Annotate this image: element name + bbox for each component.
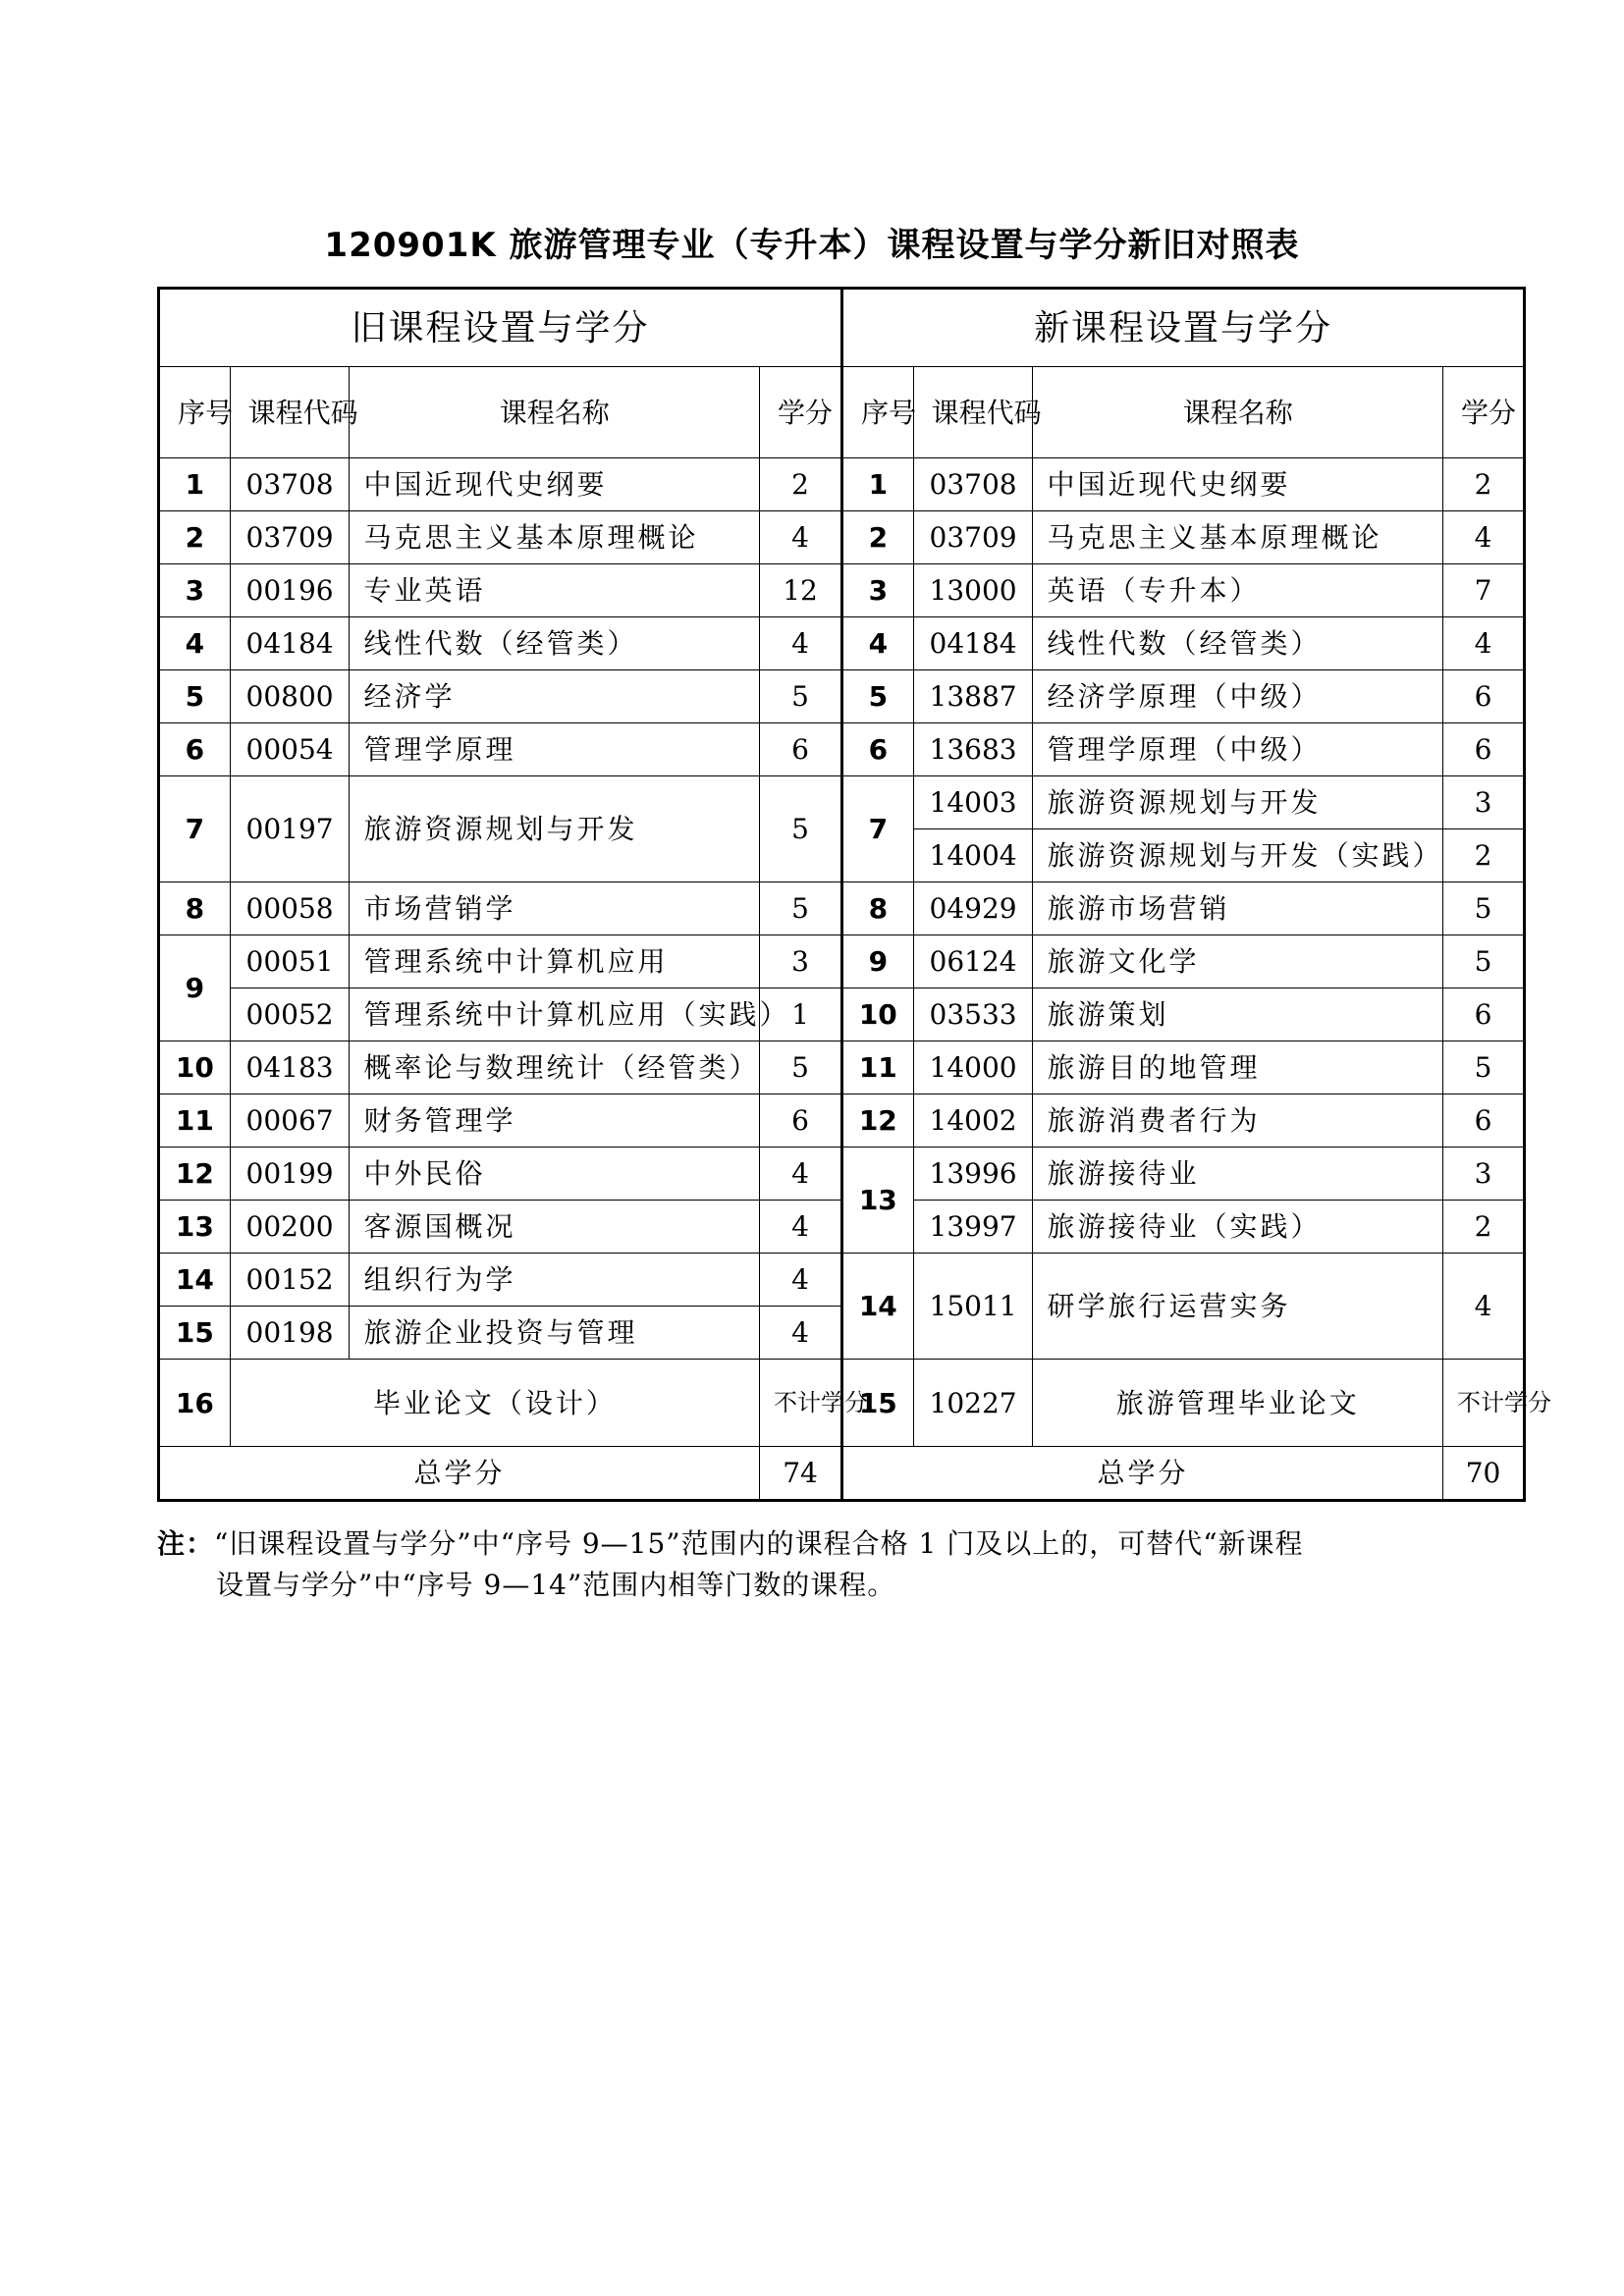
table-row [159, 289, 1525, 367]
new-name: 旅游策划 [1033, 988, 1443, 1041]
old-code: 04184 [230, 617, 350, 670]
old-no: 10 [159, 1041, 231, 1095]
new-no: 4 [841, 617, 913, 670]
old-credit: 3 [760, 935, 842, 988]
new-code: 03533 [913, 988, 1033, 1041]
new-no: 11 [841, 1041, 913, 1095]
new-code: 14003 [913, 776, 1033, 829]
old-code: 03709 [230, 511, 350, 564]
new-no: 5 [841, 670, 913, 723]
table-row [159, 617, 1525, 670]
new-no: 3 [841, 564, 913, 617]
table-row [159, 988, 1525, 1041]
new-credit: 5 [1443, 1041, 1525, 1095]
new-no: 1 [841, 458, 913, 511]
old-name: 线性代数（经管类） [350, 617, 760, 670]
new-no: 9 [841, 935, 913, 988]
old-credit: 4 [760, 1148, 842, 1201]
old-no: 8 [159, 882, 231, 935]
old-name: 毕业论文（设计） [230, 1360, 759, 1447]
old-header-name: 课程名称 [350, 367, 760, 458]
table-row [159, 1095, 1525, 1148]
old-code: 00152 [230, 1254, 350, 1307]
old-no: 2 [159, 511, 231, 564]
note-label: 注： [157, 1527, 215, 1560]
new-name: 英语（专升本） [1033, 564, 1443, 617]
new-code: 06124 [913, 935, 1033, 988]
new-section-header: 新课程设置与学分 [841, 289, 1524, 367]
new-name: 旅游目的地管理 [1033, 1041, 1443, 1095]
old-no: 4 [159, 617, 231, 670]
old-code: 00198 [230, 1307, 350, 1360]
new-total-label: 总学分 [841, 1447, 1442, 1501]
new-name: 旅游接待业（实践） [1033, 1201, 1443, 1254]
old-name: 旅游资源规划与开发 [350, 776, 760, 882]
old-credit: 4 [760, 1201, 842, 1254]
old-no: 5 [159, 670, 231, 723]
old-credit: 4 [760, 1307, 842, 1360]
new-credit: 3 [1443, 776, 1525, 829]
old-code: 03708 [230, 458, 350, 511]
new-credit: 不计学分 [1443, 1360, 1525, 1447]
new-name: 旅游消费者行为 [1033, 1095, 1443, 1148]
new-no: 8 [841, 882, 913, 935]
old-credit: 4 [760, 511, 842, 564]
new-credit: 2 [1443, 1201, 1525, 1254]
table-row [159, 1201, 1525, 1254]
old-credit: 6 [760, 1095, 842, 1148]
old-no: 16 [159, 1360, 231, 1447]
new-name: 研学旅行运营实务 [1033, 1254, 1443, 1360]
note-line-1: “旧课程设置与学分”中“序号 9—15”范围内的课程合格 1 门及以上的，可替代“新课程 [214, 1527, 1304, 1560]
old-code: 00058 [230, 882, 350, 935]
new-credit: 4 [1443, 1254, 1525, 1360]
old-name: 财务管理学 [350, 1095, 760, 1148]
old-code: 00052 [230, 988, 350, 1041]
new-credit: 6 [1443, 670, 1525, 723]
new-credit: 4 [1443, 511, 1525, 564]
new-credit: 2 [1443, 829, 1525, 882]
new-name: 旅游文化学 [1033, 935, 1443, 988]
old-no: 9 [159, 935, 231, 1041]
old-no: 15 [159, 1307, 231, 1360]
old-code: 04183 [230, 1041, 350, 1095]
new-header-no: 序号 [841, 367, 913, 458]
old-no: 11 [159, 1095, 231, 1148]
new-code: 03709 [913, 511, 1033, 564]
table-row [159, 458, 1525, 511]
new-credit: 6 [1443, 723, 1525, 776]
old-credit: 5 [760, 1041, 842, 1095]
old-name: 马克思主义基本原理概论 [350, 511, 760, 564]
old-credit: 4 [760, 1254, 842, 1307]
table-row [159, 670, 1525, 723]
old-no: 12 [159, 1148, 231, 1201]
table-row [159, 564, 1525, 617]
old-code: 00800 [230, 670, 350, 723]
old-name: 管理学原理 [350, 723, 760, 776]
old-total-value: 74 [760, 1447, 842, 1501]
old-credit: 5 [760, 882, 842, 935]
new-code: 14004 [913, 829, 1033, 882]
new-code: 13996 [913, 1148, 1033, 1201]
old-header-code: 课程代码 [230, 367, 350, 458]
old-name: 市场营销学 [350, 882, 760, 935]
new-credit: 2 [1443, 458, 1525, 511]
new-code: 03708 [913, 458, 1033, 511]
new-code: 15011 [913, 1254, 1033, 1360]
new-no: 6 [841, 723, 913, 776]
old-name: 概率论与数理统计（经管类） [350, 1041, 760, 1095]
new-header-credit: 学分 [1443, 367, 1525, 458]
new-no: 14 [841, 1254, 913, 1360]
old-name: 客源国概况 [350, 1201, 760, 1254]
old-name: 专业英语 [350, 564, 760, 617]
new-name: 管理学原理（中级） [1033, 723, 1443, 776]
new-name: 旅游管理毕业论文 [1033, 1360, 1443, 1447]
new-name: 旅游资源规划与开发（实践） [1033, 829, 1443, 882]
table-row [159, 723, 1525, 776]
old-no: 13 [159, 1201, 231, 1254]
old-credit: 5 [760, 670, 842, 723]
old-credit: 12 [760, 564, 842, 617]
new-no: 7 [841, 776, 913, 882]
old-no: 6 [159, 723, 231, 776]
old-credit: 5 [760, 776, 842, 882]
table-row [159, 511, 1525, 564]
table-row [159, 1041, 1525, 1095]
table-row [159, 1254, 1525, 1307]
old-section-header: 旧课程设置与学分 [159, 289, 842, 367]
new-credit: 3 [1443, 1148, 1525, 1201]
old-code: 00200 [230, 1201, 350, 1254]
old-credit: 6 [760, 723, 842, 776]
new-code: 04929 [913, 882, 1033, 935]
old-no: 7 [159, 776, 231, 882]
new-name: 线性代数（经管类） [1033, 617, 1443, 670]
new-code: 04184 [913, 617, 1033, 670]
old-no: 1 [159, 458, 231, 511]
old-code: 00199 [230, 1148, 350, 1201]
comparison-table [157, 287, 1552, 1502]
table-row [159, 882, 1525, 935]
old-code: 00051 [230, 935, 350, 988]
new-code: 14002 [913, 1095, 1033, 1148]
new-code: 13000 [913, 564, 1033, 617]
new-no: 15 [841, 1360, 913, 1447]
old-name: 中外民俗 [350, 1148, 760, 1201]
old-no: 3 [159, 564, 231, 617]
new-total-value: 70 [1443, 1447, 1525, 1501]
new-name: 经济学原理（中级） [1033, 670, 1443, 723]
table-row [159, 776, 1525, 829]
note-line-2: 设置与学分”中“序号 9—14”范围内相等门数的课程。 [216, 1569, 896, 1601]
new-header-code: 课程代码 [913, 367, 1033, 458]
new-name: 旅游市场营销 [1033, 882, 1443, 935]
table-row [159, 935, 1525, 988]
new-credit: 6 [1443, 1095, 1525, 1148]
new-code: 14000 [913, 1041, 1033, 1095]
table-row [159, 1360, 1525, 1447]
old-credit: 不计学分 [760, 1360, 842, 1447]
new-header-name: 课程名称 [1033, 367, 1443, 458]
page-title: 120901K 旅游管理专业（专升本）课程设置与学分新旧对照表 [324, 226, 1300, 265]
old-name: 管理系统中计算机应用 [350, 935, 760, 988]
old-code: 00196 [230, 564, 350, 617]
new-code: 10227 [913, 1360, 1033, 1447]
new-name: 旅游接待业 [1033, 1148, 1443, 1201]
old-no: 14 [159, 1254, 231, 1307]
old-name: 管理系统中计算机应用（实践） [350, 988, 760, 1041]
new-credit: 7 [1443, 564, 1525, 617]
new-code: 13887 [913, 670, 1033, 723]
footnote [157, 1523, 1526, 1606]
new-credit: 4 [1443, 617, 1525, 670]
old-name: 中国近现代史纲要 [350, 458, 760, 511]
old-header-credit: 学分 [760, 367, 842, 458]
new-credit: 5 [1443, 882, 1525, 935]
old-header-no: 序号 [159, 367, 231, 458]
old-total-label: 总学分 [159, 1447, 760, 1501]
new-name: 马克思主义基本原理概论 [1033, 511, 1443, 564]
new-name: 中国近现代史纲要 [1033, 458, 1443, 511]
new-code: 13683 [913, 723, 1033, 776]
old-credit: 2 [760, 458, 842, 511]
old-name: 经济学 [350, 670, 760, 723]
old-code: 00197 [230, 776, 350, 882]
new-name: 旅游资源规划与开发 [1033, 776, 1443, 829]
table-row [159, 1447, 1525, 1501]
new-credit: 6 [1443, 988, 1525, 1041]
old-name: 组织行为学 [350, 1254, 760, 1307]
new-no: 10 [841, 988, 913, 1041]
table-row [159, 1148, 1525, 1201]
old-code: 00054 [230, 723, 350, 776]
old-name: 旅游企业投资与管理 [350, 1307, 760, 1360]
old-credit: 1 [760, 988, 842, 1041]
new-no: 13 [841, 1148, 913, 1254]
old-credit: 4 [760, 617, 842, 670]
old-code: 00067 [230, 1095, 350, 1148]
new-no: 12 [841, 1095, 913, 1148]
table-row [159, 367, 1525, 458]
new-no: 2 [841, 511, 913, 564]
new-credit: 5 [1443, 935, 1525, 988]
new-code: 13997 [913, 1201, 1033, 1254]
